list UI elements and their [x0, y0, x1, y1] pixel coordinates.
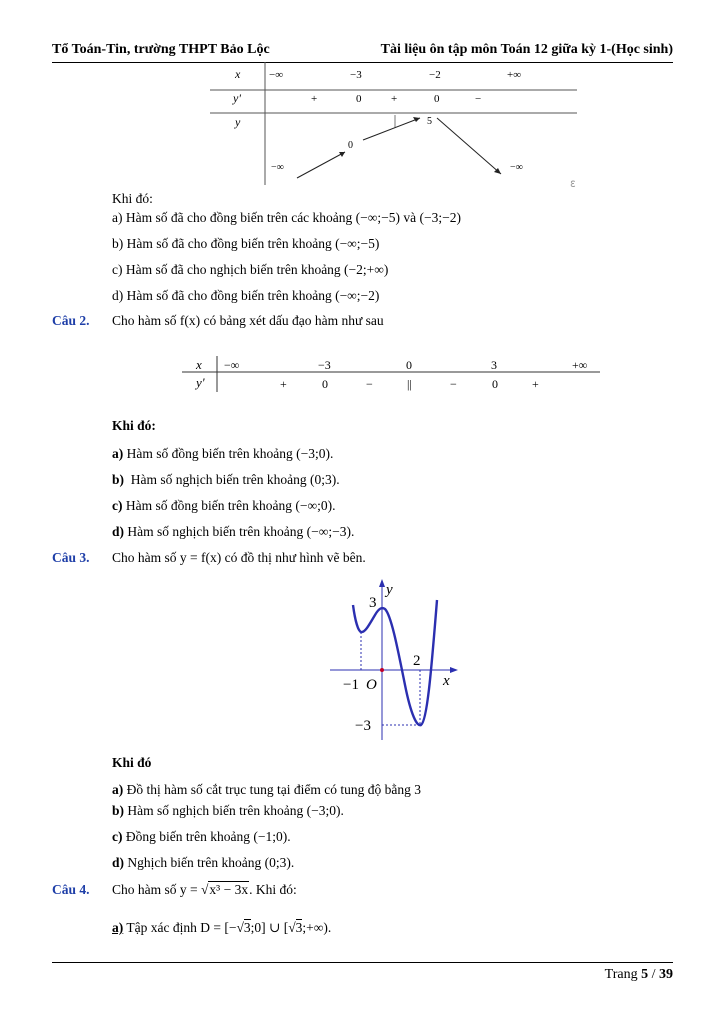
q4-a-text-3: ;+∞).: [302, 920, 332, 935]
table1-yp-0: +: [311, 93, 318, 105]
graph-origin-label: O: [366, 677, 377, 693]
origin-dot: [380, 668, 384, 672]
q4-option-a: [112, 920, 331, 936]
footer-page: 5: [641, 967, 649, 982]
q1-option-a: a) Hàm số đã cho đồng biến trên các khoảng (−∞;−5) và (−3;−2): [112, 210, 461, 225]
q4-a-text-2: ;0] ∪ [: [250, 920, 289, 935]
q3-d-text: Nghịch biến trên khoảng (0;3).: [127, 855, 295, 870]
q2-table-yp-4: −: [450, 377, 457, 391]
q3-option-d: [112, 855, 294, 871]
q4-a-sqrt-2: √3: [288, 920, 303, 935]
q2-table-x-2: 0: [406, 358, 412, 372]
table1-y-1: 0: [348, 140, 353, 151]
table1-x-2: −2: [429, 69, 441, 81]
table1-yp-1: 0: [356, 93, 362, 105]
footer-divider: [52, 962, 673, 963]
q1-option-b: b) Hàm số đã cho đồng biến trên khoảng (−∞;−5): [112, 236, 380, 251]
q2-option-b: [112, 472, 340, 488]
q2-khi-do: Khi đó:: [112, 418, 156, 433]
q1-option-c: c) Hàm số đã cho nghịch biến trên khoảng (−2;+∞): [112, 262, 389, 277]
footer-total: 39: [659, 967, 673, 982]
q2-table-yp-2: −: [366, 377, 373, 391]
q2-b-text: Hàm số nghịch biến trên khoảng (0;3).: [130, 472, 340, 487]
q2-table-yp-5: 0: [492, 377, 498, 391]
graph-x-axis-label: x: [443, 673, 450, 689]
q3-b-prefix: b): [112, 803, 125, 818]
q3-option-b: [112, 803, 344, 819]
function-graph: [325, 575, 465, 745]
q3-option-c: [112, 829, 291, 845]
q2-table-x-3: 3: [491, 358, 497, 372]
q1-option-d: d) Hàm số đã cho đồng biến trên khoảng (−∞;−2): [112, 288, 380, 303]
q2-a-prefix: a): [112, 446, 124, 461]
q4-a-text-1: Tập xác định D = [−: [126, 920, 237, 935]
q2-table-yp-3: ||: [407, 377, 412, 391]
header-left: Tổ Toán-Tin, trường THPT Bảo Lộc: [52, 42, 270, 57]
table1-yp-4: −: [475, 93, 482, 105]
q2-table-yp-1: 0: [322, 377, 328, 391]
table1-yp-label: y': [233, 91, 241, 105]
table1-x-1: −3: [350, 69, 362, 81]
q4-stem-prefix: Cho hàm số y =: [112, 882, 198, 897]
graph-label-m1: −1: [343, 677, 359, 693]
q4-stem-suffix: . Khi đó:: [249, 882, 297, 897]
q4-a-root-1: 3: [243, 920, 251, 935]
q2-option-a: [112, 446, 333, 462]
table1-x-label: x: [235, 67, 241, 81]
q1-intro: Khi đó:: [112, 191, 153, 206]
q2-d-text: Hàm số nghịch biến trên khoảng (−∞;−3).: [127, 524, 355, 539]
q3-c-text: Đồng biến trên khoảng (−1;0).: [125, 829, 291, 844]
table1-x-0: −∞: [269, 69, 284, 81]
q2-stem: Cho hàm số f(x) có bảng xét dấu đạo hàm như sau: [112, 313, 384, 328]
q2-table-x-1: −3: [318, 358, 331, 372]
q2-c-text: Hàm số đồng biến trên khoảng (−∞;0).: [125, 498, 336, 513]
q2-table-x-0: −∞: [224, 358, 240, 372]
table1-y-label: y: [235, 115, 241, 129]
q2-option-c: [112, 498, 335, 514]
variation-table: [205, 60, 595, 190]
q3-label: Câu 3.: [52, 550, 90, 565]
q2-d-prefix: d): [112, 524, 125, 539]
graph-label-2: 2: [413, 653, 421, 669]
q2-a-text: Hàm số đồng biến trên khoảng (−3;0).: [126, 446, 334, 461]
sign-table: [180, 354, 605, 398]
table1-y-2: 5: [427, 116, 432, 127]
q3-stem: Cho hàm số y = f(x) có đồ thị như hình vẽ bên.: [112, 550, 366, 565]
q4-a-root-2: 3: [295, 920, 303, 935]
q4-radicand: x³ − 3x: [209, 882, 249, 897]
graph-label-m3: −3: [355, 718, 371, 734]
page-footer: [605, 967, 673, 983]
q2-option-d: [112, 524, 354, 540]
footer-sep: /: [651, 967, 656, 982]
graph-curve: [353, 600, 437, 725]
table1-y-3: −∞: [510, 162, 523, 173]
q3-b-text: Hàm số nghịch biến trên khoảng (−3;0).: [127, 803, 344, 818]
q3-c-prefix: c): [112, 829, 123, 844]
q2-table-x-4: +∞: [572, 358, 588, 372]
q3-option-a: [112, 782, 421, 798]
q4-a-prefix: a): [112, 920, 124, 935]
table1-yp-2: +: [391, 93, 398, 105]
table1-y-0: −∞: [271, 162, 284, 173]
q2-b-prefix: b): [112, 472, 125, 487]
header-right: Tài liệu ôn tập môn Toán 12 giữa kỳ 1-(Học sinh): [380, 42, 673, 57]
q3-a-prefix: a): [112, 782, 124, 797]
q2-label: Câu 2.: [52, 313, 90, 328]
footer-prefix: Trang: [604, 967, 638, 982]
q2-c-prefix: c): [112, 498, 123, 513]
graph-y-axis-label: y: [386, 582, 393, 598]
q2-table-yp-label: y': [196, 375, 205, 390]
q3-a-text: Đồ thị hàm số cắt trục tung tại điểm có tung độ bằng 3: [126, 782, 421, 797]
q4-stem: [112, 882, 297, 898]
q3-d-prefix: d): [112, 855, 125, 870]
q2-table-yp-6: +: [532, 377, 539, 391]
table1-yp-3: 0: [434, 93, 440, 105]
q2-table-yp-0: +: [280, 377, 287, 391]
q3-khi-do: Khi đó: [112, 755, 152, 770]
table1-x-3: +∞: [507, 69, 522, 81]
q4-label: Câu 4.: [52, 882, 90, 897]
q2-table-x-label: x: [196, 357, 202, 372]
q4-sqrt: √x³ − 3x: [201, 882, 249, 897]
table1-stray-mark: ℇ: [570, 179, 576, 189]
graph-label-3: 3: [369, 595, 377, 611]
q4-a-sqrt-1: √3: [236, 920, 251, 935]
